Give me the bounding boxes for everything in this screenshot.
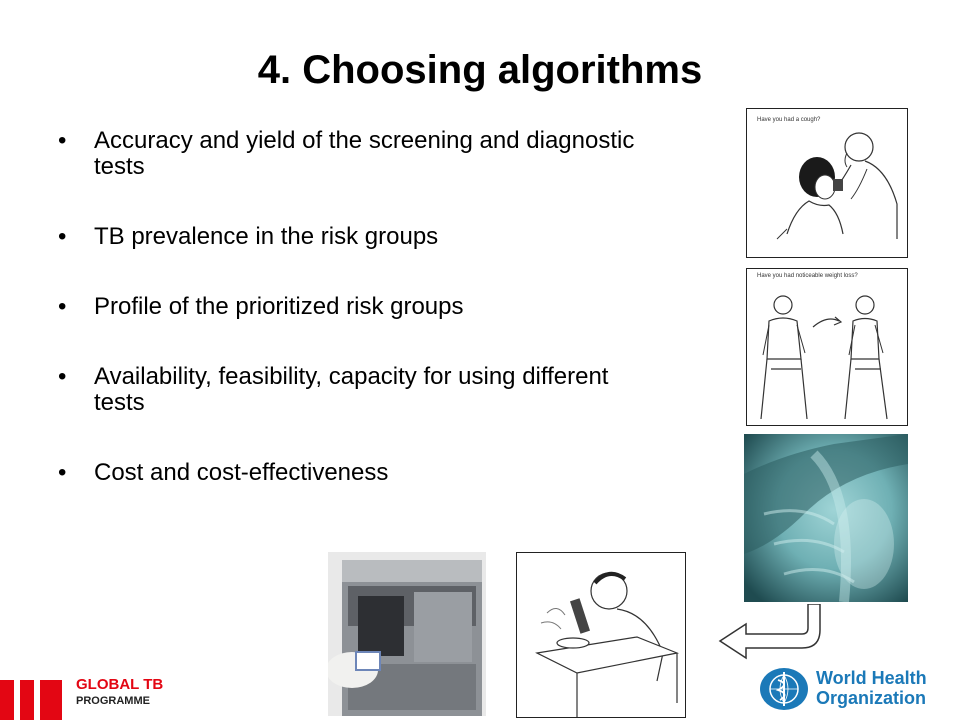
bullet-item: [58, 224, 638, 250]
who-name-line2: Organization: [816, 688, 927, 708]
curved-arrow-icon: [716, 604, 832, 662]
weight-loss-image: [746, 268, 908, 426]
bullet-dot: •: [58, 127, 67, 154]
slide-title: 4. Choosing algorithms: [257, 48, 703, 92]
bullet-list: [58, 128, 638, 486]
bullet-item: [58, 364, 638, 416]
bullet-dot: •: [58, 293, 67, 320]
bullet-text: TB prevalence in the risk groups: [94, 223, 439, 250]
cough-caption: Have you had a cough?: [757, 117, 821, 123]
chest-xray-image: [744, 434, 908, 602]
machine-graphic: [328, 552, 486, 716]
bullet-text: Availability, feasibility, capacity for using different tests: [94, 363, 609, 416]
who-emblem-icon: [758, 666, 810, 712]
bullet-item: [58, 294, 638, 320]
bullet-item: [58, 128, 638, 180]
cough-screening-image: [746, 108, 908, 258]
global-tb-logo-text: [76, 676, 163, 708]
cough-sketch: [747, 109, 907, 257]
global-tb-logo-icon: [0, 680, 66, 720]
weight-caption: Have you had noticeable weight loss?: [757, 273, 858, 279]
genexpert-machine-image: [328, 552, 486, 716]
bullet-text: Accuracy and yield of the screening and diagnostic tests: [94, 127, 635, 180]
programme-label: PROGRAMME: [76, 695, 150, 707]
bullet-dot: •: [58, 223, 67, 250]
bullet-dot: •: [58, 363, 67, 390]
microscopy-sketch-image: [516, 552, 686, 718]
programme-name: GLOBAL TB: [76, 676, 164, 693]
xray-graphic: [744, 434, 908, 602]
who-logo: [758, 664, 958, 716]
bullet-text: Profile of the prioritized risk groups: [94, 293, 464, 320]
who-name-line1: World Health: [816, 668, 927, 688]
weight-loss-sketch: [747, 269, 907, 425]
bullet-text: Cost and cost-effectiveness: [94, 459, 389, 486]
microscope-graphic: [517, 553, 685, 717]
bullet-dot: •: [58, 459, 67, 486]
who-name: [816, 668, 927, 708]
bullet-item: [58, 460, 638, 486]
